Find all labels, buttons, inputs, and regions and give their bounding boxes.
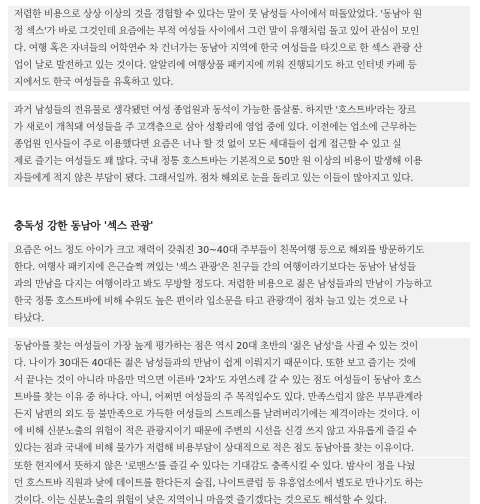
text-line: 다. 나이가 30대든 40대든 젊은 남성들과의 만남이 쉽게 이뤄지기 때문이다. 또한 보고 즐기는 것에 [14, 358, 416, 369]
paragraph-3 [8, 242, 470, 327]
text-line: 가 새로이 개척돼 여성들을 주 고객층으로 삼아 성황리에 영업 중에 있다. 이전에는 업소에 근무하는 [14, 122, 417, 133]
text-line: 에 비해 신분노출의 위험이 적은 관광지이기 때문에 주변의 시선을 신경 쓰지 않고 자유롭게 즐길 수 [14, 426, 417, 437]
paragraph-1 [8, 6, 470, 91]
paragraph-5 [8, 458, 470, 504]
text-line: 업이 날로 발전하고 있는 것이다. 알알리에 여행상품 패키지에 끼워 진행되기도 하고 인터넷 카페 등 [14, 60, 417, 71]
text-line: 동남아를 찾는 여성들이 가장 높게 평가하는 점은 역시 20대 초반의 '젊은 남성'을 사귈 수 있는 것이 [14, 341, 418, 352]
text-line: 한다. 여행사 패키지에 은근슬쩍 껴있는 '섹스 관광'은 친구들 간의 여행이라기보다는 동남아 남성들 [14, 262, 416, 273]
text-line: 서 끝나는 것이 아니라 마음만 먹으면 이른바 '2차'도 자연스레 갈 수 있는 점도 여성들이 동남아 호스 [14, 375, 422, 386]
text-line: 또한 현지에서 뜻하지 않은 '로맨스'를 즐길 수 있다는 기대감도 충족시킬 수 있다. 밤사이 정을 나눴 [14, 461, 416, 472]
text-line: 던 호스트바 직원과 낮에 데이트를 한다든지 술집, 나이트클럽 등 유흥업소에서 별도로 만나기도 하는 [14, 478, 423, 489]
section-heading: 충독성 강한 동남아 '섹스 관광' [14, 220, 154, 232]
paragraph-2 [8, 102, 470, 187]
text-line: 종업원 인사들이 주로 이용했다면 요즘은 너나 할 것 없이 모든 세대들이 쉽게 접근할 수 있고 실 [14, 139, 402, 150]
text-line: 든지 남편의 외도 등 불만족으로 가득한 여성들의 스트레스를 날려버리기에는 제격이라는 것이다. 이 [14, 409, 420, 420]
text-line: 있다는 점과 국내에 비해 물가가 저렴해 비용부담이 상대적으로 적은 점도 동남아를 찾는 이유이다. [14, 443, 414, 454]
text-line: 과거 남성들의 전유물로 생각됐던 여성 종업원과 동석이 가능한 룸살롱. 하지만 '호스트바'라는 장르 [14, 105, 416, 116]
text-line: 트바를 찾는 이유 중 하나다. 아니, 어쩌면 여성들의 주 목적일수도 있다. 만족스럽지 않은 부부관계라 [14, 392, 423, 403]
text-line: 정 섹스'가 바로 그것인데 요즘에는 부적 여성들 사이에서 그런 말이 유행처럼 돌고 있어 관심이 모인 [14, 26, 420, 37]
text-line: 지에서도 한국 여성들을 유혹하고 있다. [14, 77, 174, 88]
text-line: 다. 여행 혹은 자녀들의 어학연수 차 건너가는 동남아 지역에 한국 여성들을 타깃으로 한 섹스 관광 산 [14, 43, 423, 54]
text-line: 과의 만남을 다지는 여행이라고 봐도 무방할 정도다. 저렴한 비용으로 젊은 남성들과의 만남이 가능하고 [14, 279, 432, 290]
paragraph-4 [8, 338, 470, 457]
text-line: 한국 정통 호스트바에 비해 수위도 높은 편이라 입소문을 타고 관광객이 점차 늘고 있는 것으로 나 [14, 296, 408, 307]
text-line: 저렴한 비용으로 상상 이상의 것을 경험할 수 있다는 말이 뭇 남성들 사이에서 떠돌았었다. '동남아 원 [14, 9, 422, 20]
text-line: 타났다. [14, 313, 45, 324]
text-line: 제로 즐기는 여성들도 꽤 많다. 국내 정통 호스트바는 기본적으로 50만 원 이상의 비용이 발생해 이용 [14, 156, 423, 167]
text-line: 자들에게 적지 않은 부담이 됐다. 그래서일까. 점차 해외로 눈을 돌리고 있는 이들이 많아지고 있다. [14, 173, 414, 184]
text-line: 요즘은 어느 정도 아이가 크고 재력이 갖춰진 30~40대 주부들이 친목여행 등으로 해외를 방문하기도 [14, 245, 425, 256]
text-line: 것이다. 이는 신분노출의 위험이 낮은 지역이니 마음껏 즐기겠다는 것으로도 해석할 수 있다. [14, 495, 387, 504]
